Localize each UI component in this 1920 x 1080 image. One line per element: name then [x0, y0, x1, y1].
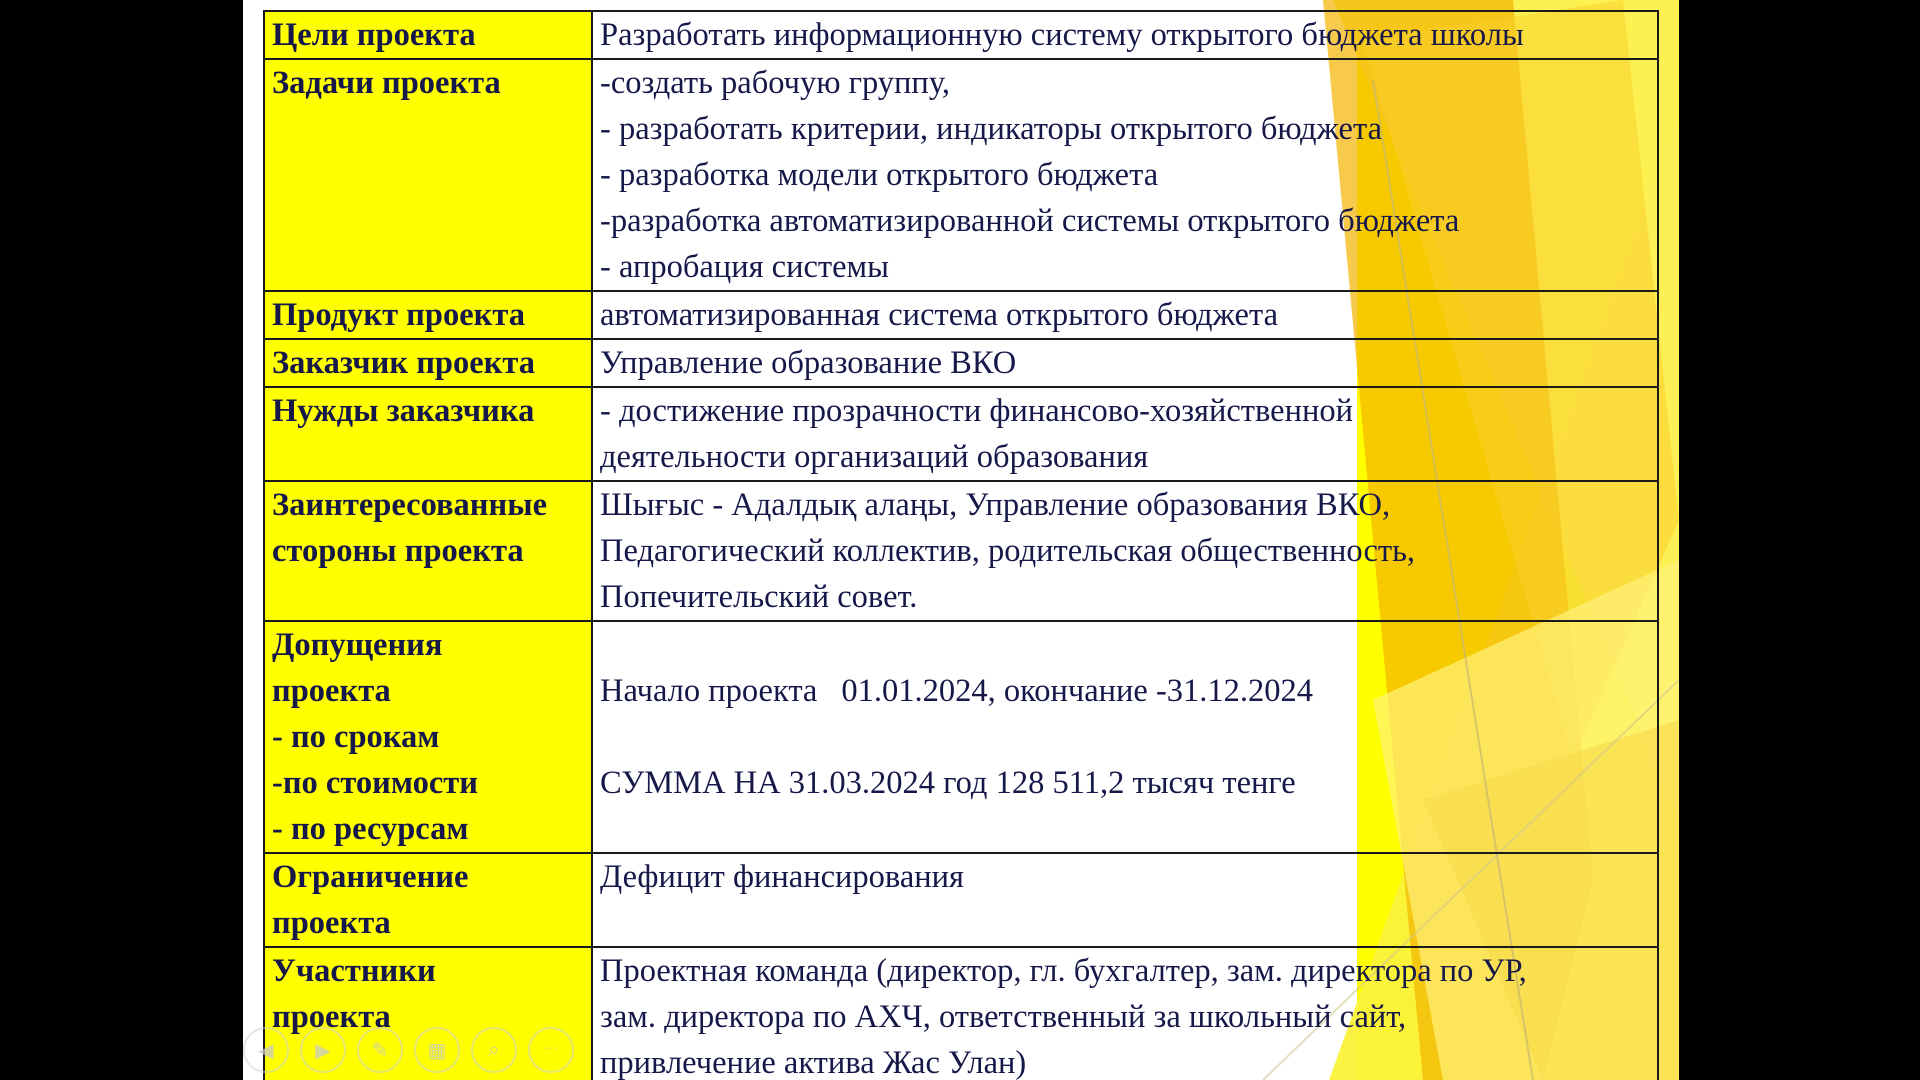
slides-grid-icon[interactable]: ▦: [414, 1027, 460, 1073]
text-line: Заказчик проекта: [272, 345, 536, 381]
table-row: [264, 853, 1658, 947]
text-line: Допущения: [272, 627, 443, 663]
text-line: проекта: [272, 673, 391, 709]
spacer: [600, 714, 1650, 760]
slide: [243, 0, 1679, 1080]
text-line: Попечительский совет.: [600, 579, 918, 615]
text-line: Цели проекта: [272, 17, 476, 53]
text-line: привлечение актива Жас Улан): [600, 1045, 1027, 1080]
text-line: - по срокам: [272, 719, 440, 755]
text-line: Участники: [272, 953, 436, 989]
text-line: Дефицит финансирования: [600, 859, 965, 895]
text-line: проекта: [272, 999, 391, 1035]
row-label: [264, 339, 592, 387]
table-row: [264, 339, 1658, 387]
more-options-icon[interactable]: ···: [528, 1027, 574, 1073]
text-line: автоматизированная система открытого бюджета: [600, 297, 1279, 333]
text-line: Продукт проекта: [272, 297, 525, 333]
text-line: проекта: [272, 905, 391, 941]
row-value: [592, 339, 1658, 387]
table-row: [264, 59, 1658, 291]
text-line: зам. директора по АХЧ, ответственный за школьный сайт,: [600, 999, 1407, 1035]
text-line: деятельности организаций образования: [600, 439, 1149, 475]
text-line: -по стоимости: [272, 765, 478, 801]
text-line: - разработка модели открытого бюджета: [600, 157, 1159, 193]
text-line: Шығыс - Адалдық алаңы, Управление образования ВКО,: [600, 487, 1391, 523]
project-dates: [600, 668, 1650, 714]
text-line: Проектная команда (директор, гл. бухгалтер, зам. директора по УР,: [600, 953, 1527, 989]
spacer: [600, 622, 1650, 668]
row-label: [264, 387, 592, 481]
text-line: Заинтересованные: [272, 487, 548, 523]
text-line: Задачи проекта: [272, 65, 501, 101]
row-value: [592, 947, 1658, 1080]
project-table: [263, 10, 1659, 1080]
project-sum: СУММА НА 31.03.2024 год 128 511,2 тысяч тенге: [600, 765, 1296, 801]
row-value: [592, 11, 1658, 59]
pen-icon[interactable]: ✎: [357, 1027, 403, 1073]
text-line: Педагогический коллектив, родительская общественность,: [600, 533, 1416, 569]
text-line: -разработка автоматизированной системы открытого бюджета: [600, 203, 1460, 239]
zoom-icon[interactable]: ⌕: [471, 1027, 517, 1073]
text-line: -создать рабочую группу,: [600, 65, 950, 101]
next-slide-icon[interactable]: ▶: [300, 1027, 346, 1073]
text-line: стороны проекта: [272, 533, 524, 569]
row-value: [592, 387, 1658, 481]
row-value: [592, 853, 1658, 947]
table-row: [264, 481, 1658, 621]
row-value: [592, 291, 1658, 339]
row-label: [264, 853, 592, 947]
row-label: [264, 481, 592, 621]
text-line: - по ресурсам: [272, 811, 469, 847]
row-value: [592, 621, 1658, 853]
project-dates-value: 01.01.2024, окончание -31.12.2024: [841, 673, 1314, 709]
text-line: Ограничение: [272, 859, 469, 895]
project-start-label: Начало проекта: [600, 673, 818, 709]
previous-slide-icon[interactable]: ◀: [243, 1027, 289, 1073]
row-label: [264, 59, 592, 291]
text-line: Управление образование ВКО: [600, 345, 1017, 381]
text-line: - разработать критерии, индикаторы открытого бюджета: [600, 111, 1382, 147]
table-row: [264, 621, 1658, 853]
text-line: Нужды заказчика: [272, 393, 535, 429]
text-line: - апробация системы: [600, 249, 889, 285]
row-label: [264, 11, 592, 59]
text-line: Разработать информационную систему открытого бюджета школы: [600, 17, 1524, 53]
table-row: [264, 291, 1658, 339]
row-label: [264, 621, 592, 853]
row-value: [592, 481, 1658, 621]
table-row: [264, 11, 1658, 59]
row-label: [264, 291, 592, 339]
text-line: - достижение прозрачности финансово-хозяйственной: [600, 393, 1354, 429]
row-value: [592, 59, 1658, 291]
table-row: [264, 387, 1658, 481]
